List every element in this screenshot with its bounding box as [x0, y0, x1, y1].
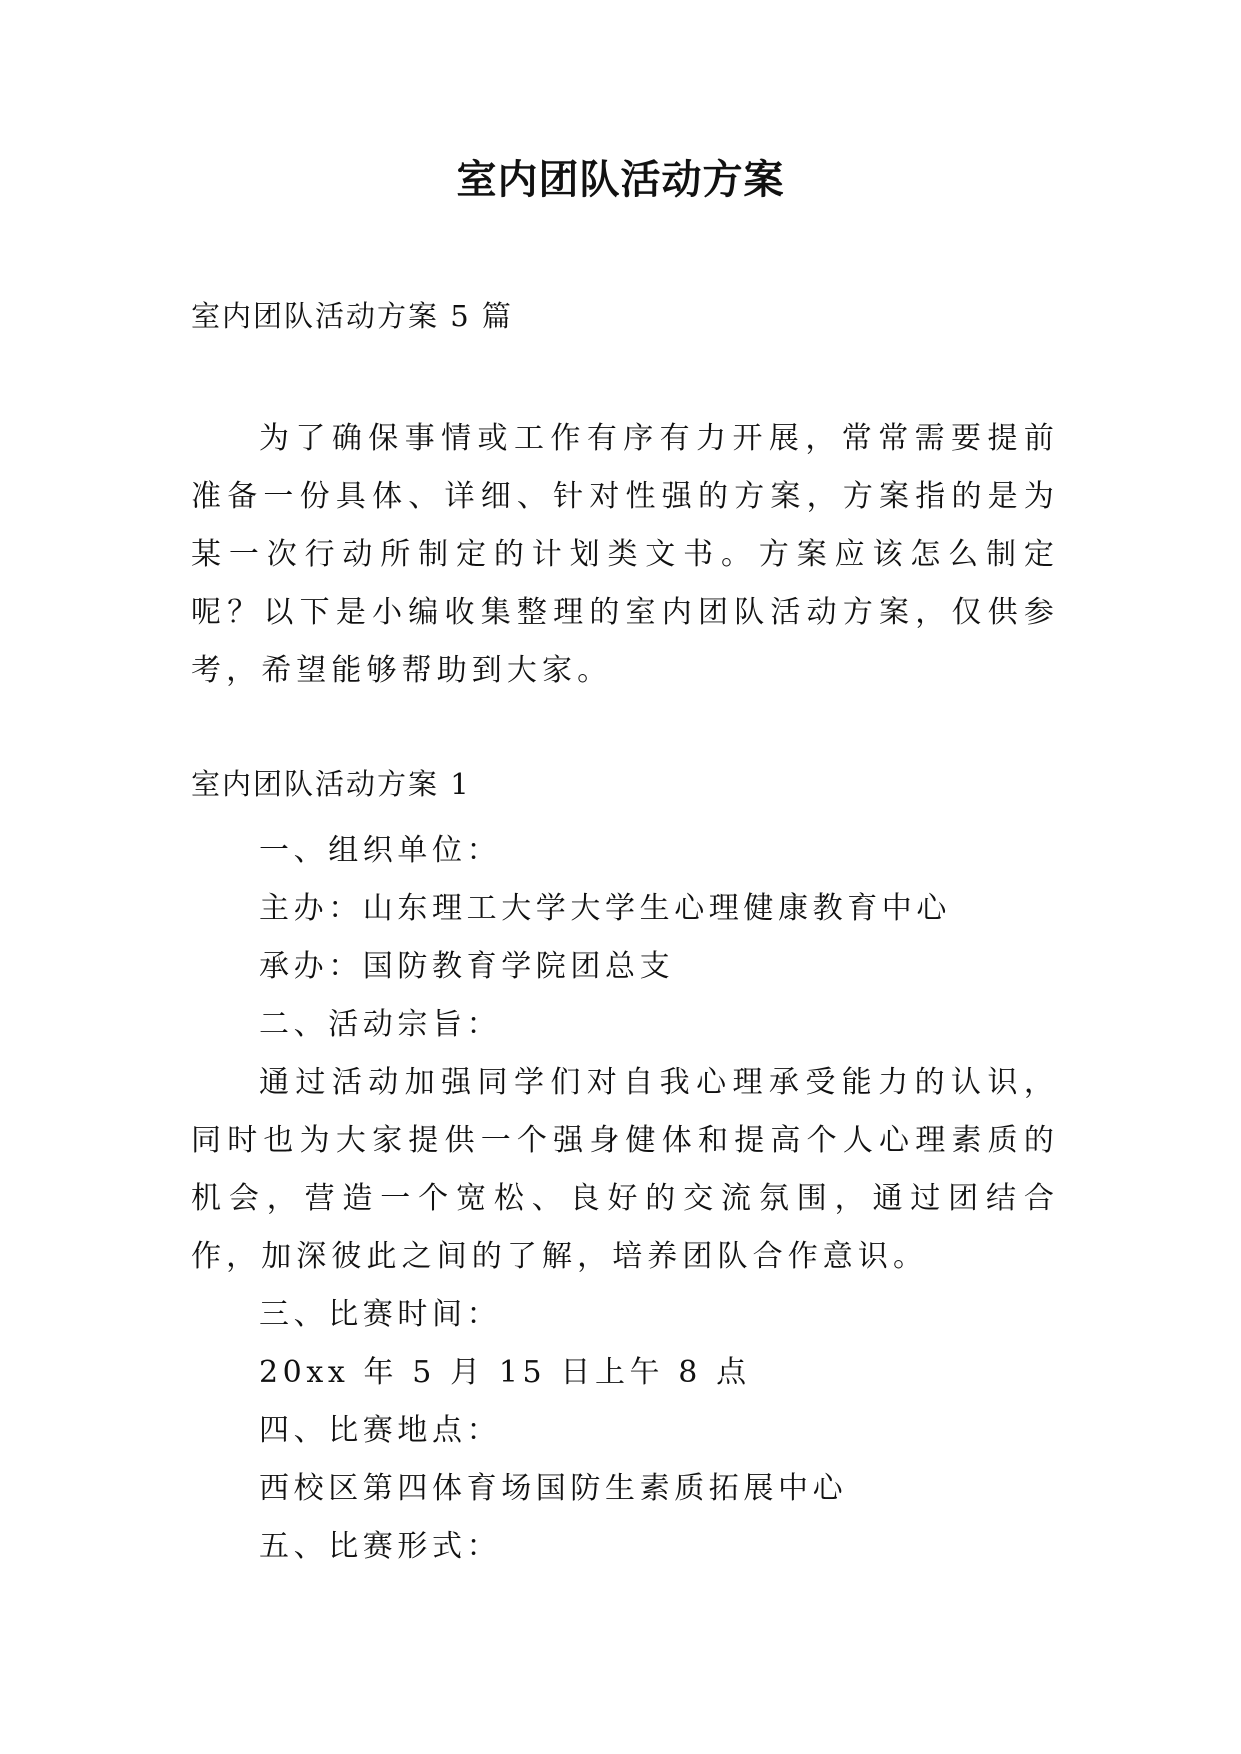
time-heading: 三、比赛时间： — [259, 1297, 502, 1332]
place-line: 西校区第四体育场国防生素质拓展中心 — [259, 1471, 848, 1506]
form-heading: 五、比赛形式： — [259, 1529, 502, 1564]
purpose-heading: 二、活动宗旨： — [259, 1007, 502, 1042]
document-title: 室内团队活动方案 — [456, 157, 785, 203]
document-subtitle: 室内团队活动方案 5 篇 — [191, 299, 513, 333]
intro-paragraph: 为了确保事情或工作有序有力开展，常常需要提前准备一份具体、详细、针对性强的方案，方案指的是为某一次行动所制定的计划类文书。方案应该怎么制定呢？以下是小编收集整理的室内团队活动方案，仅供参考，希望能够帮助到大家。 — [191, 421, 1059, 688]
org-heading: 一、组织单位： — [259, 833, 502, 868]
host-line: 主办：山东理工大学大学生心理健康教育中心 — [259, 891, 951, 926]
section-1-body — [191, 822, 1059, 1576]
place-heading: 四、比赛地点： — [259, 1413, 502, 1448]
section-1-title: 室内团队活动方案 1 — [191, 767, 471, 801]
organizer-line: 承办：国防教育学院团总支 — [259, 949, 675, 984]
purpose-paragraph: 通过活动加强同学们对自我心理承受能力的认识，同时也为大家提供一个强身健体和提高个人心理素质的机会，营造一个宽松、良好的交流氛围，通过团结合作，加深彼此之间的了解，培养团队合作意识。 — [191, 1065, 1059, 1274]
time-line: 20xx 年 5 月 15 日上午 8 点 — [259, 1355, 751, 1390]
